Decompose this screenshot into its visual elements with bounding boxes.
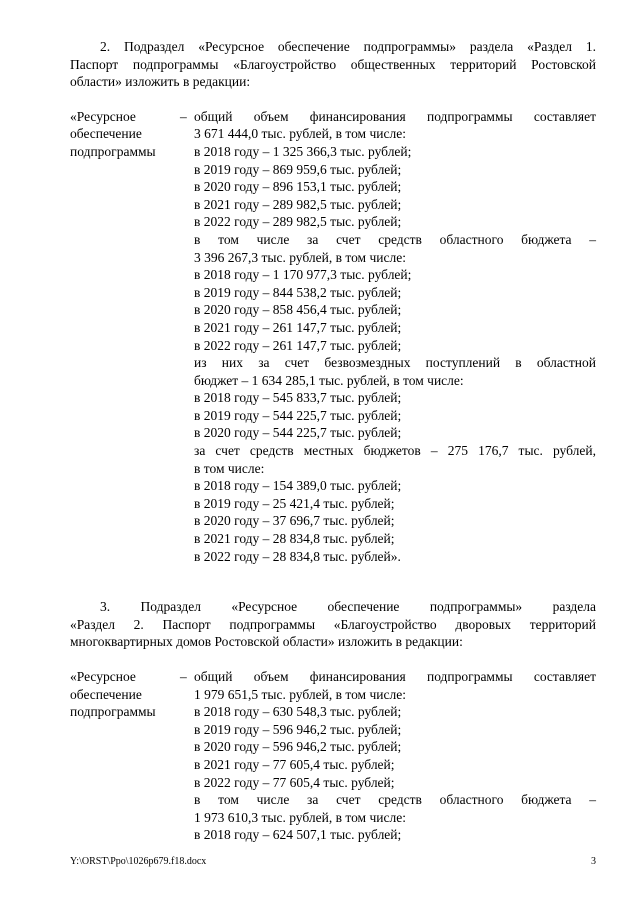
body-line: в 2018 году – 630 548,3 тыс. рублей;: [194, 704, 402, 720]
dash-separator: –: [180, 669, 187, 684]
label-line: обеспечение: [70, 686, 142, 702]
document-page: [70, 38, 596, 844]
body-line: в том числе:: [194, 460, 265, 476]
body-line: в 2021 году – 289 982,5 тыс. рублей;: [194, 196, 402, 212]
body-line: в 2020 году – 596 946,2 тыс. рублей;: [194, 739, 402, 755]
section-gap: [70, 565, 596, 598]
body-line: в 2019 году – 544 225,7 тыс. рублей;: [194, 407, 402, 423]
label-line: «Ресурсное: [70, 669, 136, 684]
dash-separator: –: [180, 108, 187, 124]
section-2-resource-block: [70, 108, 596, 565]
resource-label: [70, 668, 180, 844]
body-line: в том числе за счет средств областного бюджета –: [194, 792, 596, 808]
body-line: в том числе за счет средств областного бюджета –: [194, 231, 596, 247]
body-line: в 2018 году – 154 389,0 тыс. рублей;: [194, 478, 402, 494]
body-line: в 2022 году – 289 982,5 тыс. рублей;: [194, 214, 402, 230]
resource-body: [194, 108, 596, 565]
body-line: в 2022 году – 77 605,4 тыс. рублей;: [194, 774, 395, 790]
body-line: в 2019 году – 869 959,6 тыс. рублей;: [194, 161, 402, 177]
body-line: в 2021 году – 28 834,8 тыс. рублей;: [194, 531, 395, 547]
body-line: в 2018 году – 1 325 366,3 тыс. рублей;: [194, 143, 412, 159]
body-line: 3 396 267,3 тыс. рублей, в том числе:: [194, 249, 406, 265]
body-line: в 2020 году – 896 153,1 тыс. рублей;: [194, 179, 402, 195]
label-line: обеспечение: [70, 126, 142, 142]
page-footer: [70, 853, 596, 871]
body-line: в 2019 году – 844 538,2 тыс. рублей;: [194, 284, 402, 300]
label-line: «Ресурсное: [70, 108, 136, 124]
body-line: в 2020 году – 37 696,7 тыс. рублей;: [194, 513, 395, 529]
section-3-heading: [70, 598, 596, 651]
heading-line: «Раздел 2. Паспорт подпрограммы «Благоустройство дворовых территорий: [70, 616, 596, 632]
body-line: в 2020 году – 858 456,4 тыс. рублей;: [194, 302, 402, 318]
body-line: в 2019 году – 25 421,4 тыс. рублей;: [194, 495, 395, 511]
body-line: общий объем финансирования подпрограммы составляет: [194, 108, 596, 124]
body-line: в 2021 году – 77 605,4 тыс. рублей;: [194, 756, 395, 772]
section-3-resource-block: [70, 668, 596, 844]
body-line: в 2018 году – 545 833,7 тыс. рублей;: [194, 390, 402, 406]
heading-line: 3. Подраздел «Ресурсное обеспечение подпрограммы» раздела: [100, 599, 596, 615]
page-number: 3: [591, 856, 596, 867]
body-line: в 2022 году – 28 834,8 тыс. рублей».: [194, 548, 401, 564]
file-path: Y:\ORST\Ppo\1026p679.f18.docx: [70, 856, 207, 867]
body-line: за счет средств местных бюджетов – 275 176,7 тыс. рублей,: [194, 443, 596, 459]
body-line: в 2019 году – 596 946,2 тыс. рублей;: [194, 721, 402, 737]
label-line: подпрограммы: [70, 143, 156, 159]
body-line: бюджет – 1 634 285,1 тыс. рублей, в том числе:: [194, 372, 464, 388]
heading-line: Паспорт подпрограммы «Благоустройство общественных территорий Ростовской: [70, 56, 596, 72]
body-line: 1 979 651,5 тыс. рублей, в том числе:: [194, 686, 406, 702]
body-line: в 2022 году – 261 147,7 тыс. рублей;: [194, 337, 402, 353]
label-line: подпрограммы: [70, 704, 156, 720]
body-line: 3 671 444,0 тыс. рублей, в том числе:: [194, 126, 406, 142]
heading-line: области» изложить в редакции:: [70, 74, 251, 90]
resource-body: [194, 668, 596, 844]
body-line: 1 973 610,3 тыс. рублей, в том числе:: [194, 809, 406, 825]
body-line: в 2018 году – 1 170 977,3 тыс. рублей;: [194, 267, 412, 283]
body-line: в 2021 году – 261 147,7 тыс. рублей;: [194, 319, 402, 335]
body-line: в 2018 году – 624 507,1 тыс. рублей;: [194, 827, 402, 843]
section-2-heading: [70, 38, 596, 91]
body-line: в 2020 году – 544 225,7 тыс. рублей;: [194, 425, 402, 441]
body-line: из них за счет безвозмездных поступлений в областной: [194, 355, 596, 371]
heading-line: многоквартирных домов Ростовской области» изложить в редакции:: [70, 634, 463, 650]
resource-label: [70, 108, 180, 565]
body-line: общий объем финансирования подпрограммы составляет: [194, 669, 596, 684]
heading-line: 2. Подраздел «Ресурсное обеспечение подпрограммы» раздела «Раздел 1.: [100, 39, 596, 54]
